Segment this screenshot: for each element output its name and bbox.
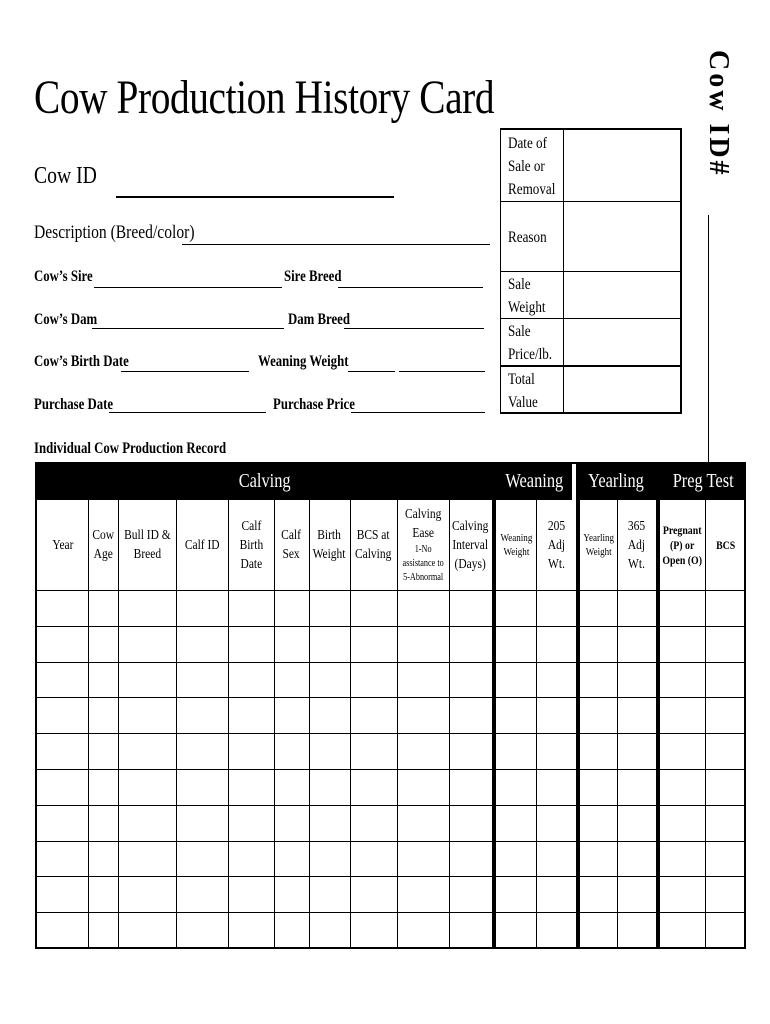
- production-record-table: [35, 462, 746, 949]
- column-header: Calf Sex: [281, 528, 302, 562]
- weaning-weight-field-2[interactable]: [399, 371, 485, 372]
- purchase-date-label: Purchase Date: [34, 396, 114, 413]
- dam-breed-label: Dam Breed: [288, 311, 350, 328]
- cows-birth-date-label: Cow’s Birth Date: [34, 353, 129, 370]
- cows-sire-label: Cow’s Sire: [34, 268, 93, 285]
- column-header: Calf Birth Date: [239, 518, 263, 572]
- table-row[interactable]: [37, 626, 744, 662]
- cows-dam-label: Cow’s Dam: [34, 311, 98, 328]
- table-row[interactable]: [37, 697, 744, 733]
- cows-birth-date-field[interactable]: [121, 371, 249, 372]
- sale-info-box: [500, 128, 682, 414]
- sale-weight-label: Sale Weight: [508, 276, 546, 316]
- reason-label: Reason: [508, 229, 547, 246]
- sire-breed-label: Sire Breed: [284, 268, 342, 285]
- vertical-cow-id-line[interactable]: [708, 215, 709, 463]
- vertical-cow-id: [700, 50, 740, 412]
- reason-row[interactable]: [501, 202, 680, 272]
- column-header: Year: [51, 537, 74, 553]
- row-divider: [37, 697, 744, 698]
- group-weaning: Weaning: [496, 464, 572, 500]
- purchase-price-field[interactable]: [351, 412, 485, 413]
- cows-sire-field[interactable]: [94, 287, 282, 288]
- column-header: Calving Interval (Days): [452, 518, 489, 572]
- weaning-weight-field-1[interactable]: [348, 371, 395, 372]
- column-header: Bull ID & Breed: [123, 528, 171, 562]
- table-row[interactable]: [37, 805, 744, 841]
- sale-date-label: Date of Sale or Removal: [508, 135, 556, 198]
- row-divider: [37, 912, 744, 913]
- page-title: Cow Production History Card: [34, 71, 495, 124]
- column-header: Yearling Weight: [583, 532, 614, 558]
- column-header: Birth Weight: [313, 528, 346, 562]
- row-divider: [37, 733, 744, 734]
- calving-ease-scale: 1-No assistance to 5-Abnormal: [402, 544, 444, 583]
- row-divider: [37, 841, 744, 842]
- row-divider: [37, 876, 744, 877]
- cow-id-field[interactable]: [116, 196, 394, 198]
- table-row[interactable]: [37, 769, 744, 805]
- group-preg-test: Preg Test: [660, 464, 746, 500]
- table-row[interactable]: [37, 841, 744, 877]
- cow-id-label: Cow ID: [34, 163, 97, 189]
- column-header: 205 Adj Wt.: [547, 518, 565, 572]
- total-value-label: Total Value: [508, 371, 538, 411]
- sale-date-row[interactable]: [501, 130, 680, 202]
- table-row[interactable]: [37, 912, 744, 948]
- row-divider: [37, 769, 744, 770]
- column-header: Calf ID: [184, 537, 220, 553]
- purchase-price-label: Purchase Price: [273, 396, 355, 413]
- sire-breed-field[interactable]: [338, 287, 483, 288]
- table-row[interactable]: [37, 733, 744, 769]
- row-divider: [37, 626, 744, 627]
- column-header: Cow Age: [92, 528, 114, 562]
- purchase-date-field[interactable]: [109, 412, 266, 413]
- row-divider: [37, 662, 744, 663]
- sale-price-label: Sale Price/lb.: [508, 323, 553, 363]
- column-header: BCS at Calving: [355, 528, 392, 562]
- record-title: Individual Cow Production Record: [34, 440, 227, 457]
- weaning-weight-label: Weaning Weight: [258, 353, 349, 370]
- table-row[interactable]: [37, 662, 744, 698]
- description-label: Description (Breed/color): [34, 222, 195, 243]
- table-row[interactable]: [37, 590, 744, 626]
- total-value-row[interactable]: [501, 367, 680, 414]
- cows-dam-field[interactable]: [92, 328, 284, 329]
- column-header: 365 Adj Wt.: [627, 518, 646, 572]
- table-row[interactable]: [37, 876, 744, 912]
- sale-price-row[interactable]: [501, 319, 680, 367]
- description-field[interactable]: [182, 244, 490, 245]
- column-header: Calving Ease 1-No assistance to 5-Abnormal: [402, 507, 444, 583]
- column-header: Weaning Weight: [500, 532, 532, 558]
- row-divider: [37, 805, 744, 806]
- column-header: Pregnant (P) or Open (O): [662, 522, 703, 567]
- vertical-cow-id-label: Cow ID#: [703, 50, 734, 178]
- group-yearling: Yearling: [576, 464, 656, 500]
- group-calving: Calving: [37, 464, 492, 500]
- sale-weight-row[interactable]: [501, 272, 680, 319]
- sale-box-thick-edge: [680, 365, 682, 414]
- column-header: BCS: [715, 537, 736, 552]
- dam-breed-field[interactable]: [344, 328, 484, 329]
